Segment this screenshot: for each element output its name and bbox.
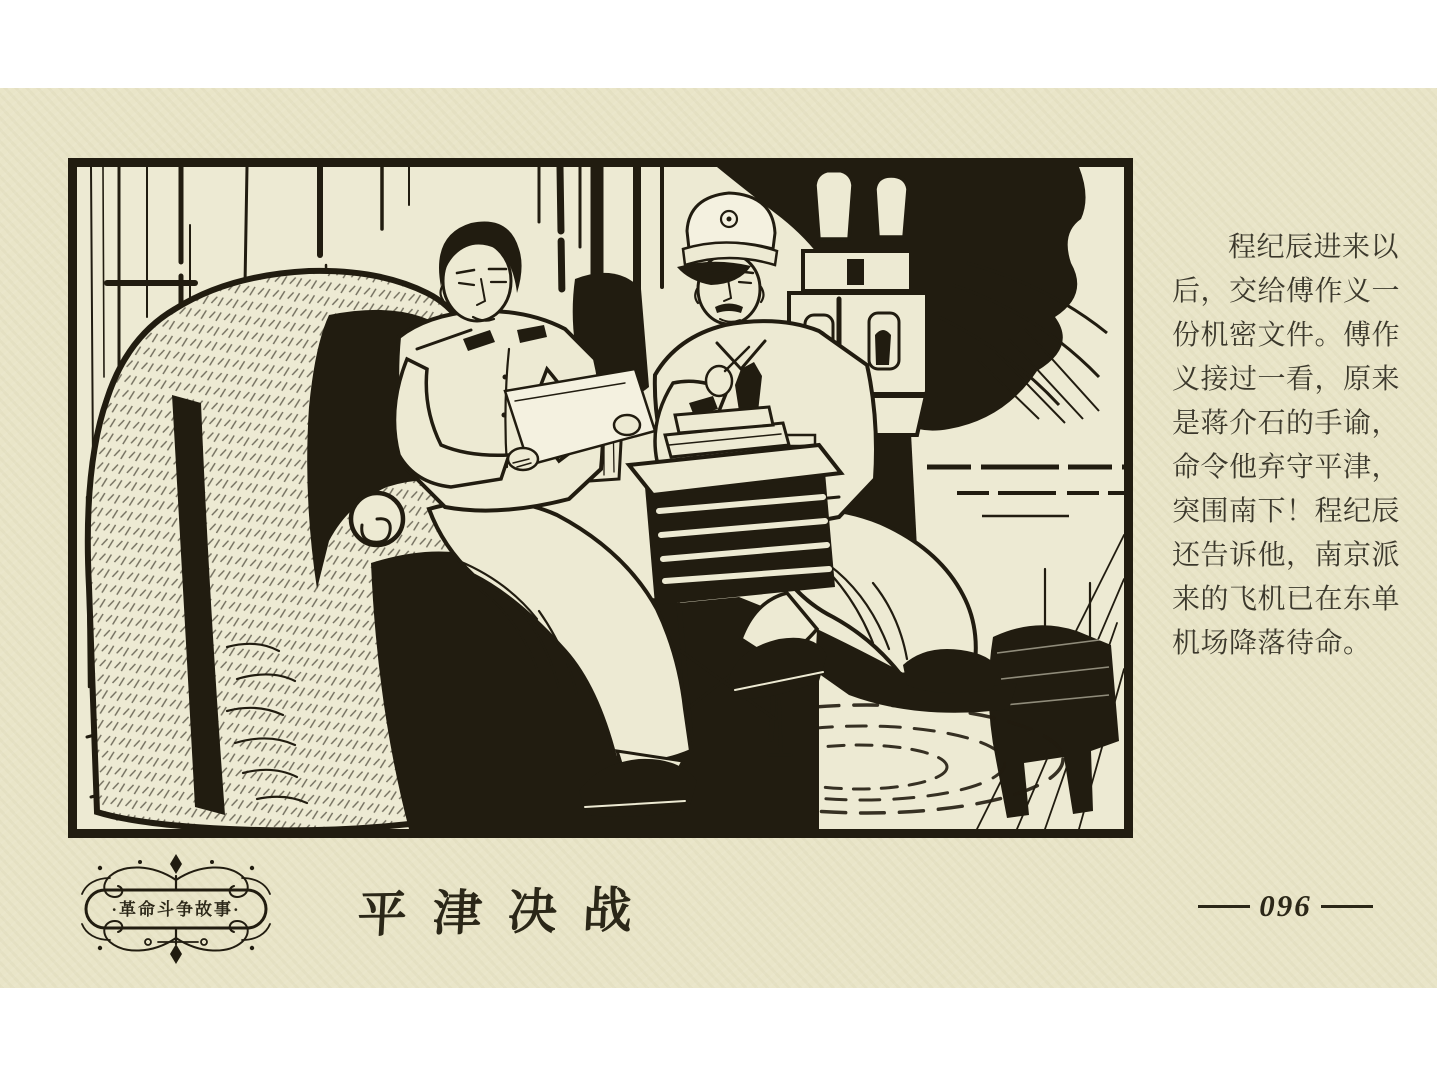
ornament-bottom-diamond (170, 944, 182, 964)
page-number-rule-left (1198, 905, 1250, 908)
caption-line: 后，交给傅作义一 (1172, 276, 1401, 307)
caption-line: 份机密文件。傅作 (1172, 320, 1401, 351)
page-number (1198, 886, 1373, 926)
caption-text (1172, 226, 1402, 666)
ornament-top-diamond (170, 854, 182, 874)
page-number-rule-right (1321, 905, 1373, 908)
paper-sheet (0, 88, 1437, 988)
caption-line: 还告诉他，南京派 (1172, 540, 1401, 571)
caption-line: 义接过一看，原来 (1172, 364, 1401, 395)
series-ornament (70, 850, 282, 968)
panel-frame (68, 158, 1133, 838)
page-number-value: 096 (1259, 888, 1312, 923)
caption-line: 程纪辰进来以 (1228, 232, 1400, 263)
caption-line: 命令他弃守平津， (1172, 452, 1401, 483)
caption-line: 机场降落待命。 (1172, 628, 1372, 659)
caption-line: 来的飞机已在东单 (1172, 584, 1401, 615)
book-title: 平津决战 (356, 882, 660, 943)
caption-line: 突围南下！程纪辰 (1172, 496, 1401, 527)
caption-line: 是蒋介石的手谕， (1172, 408, 1401, 439)
series-label: ·革命斗争故事· (111, 900, 241, 919)
panel-illustration (77, 167, 1124, 829)
